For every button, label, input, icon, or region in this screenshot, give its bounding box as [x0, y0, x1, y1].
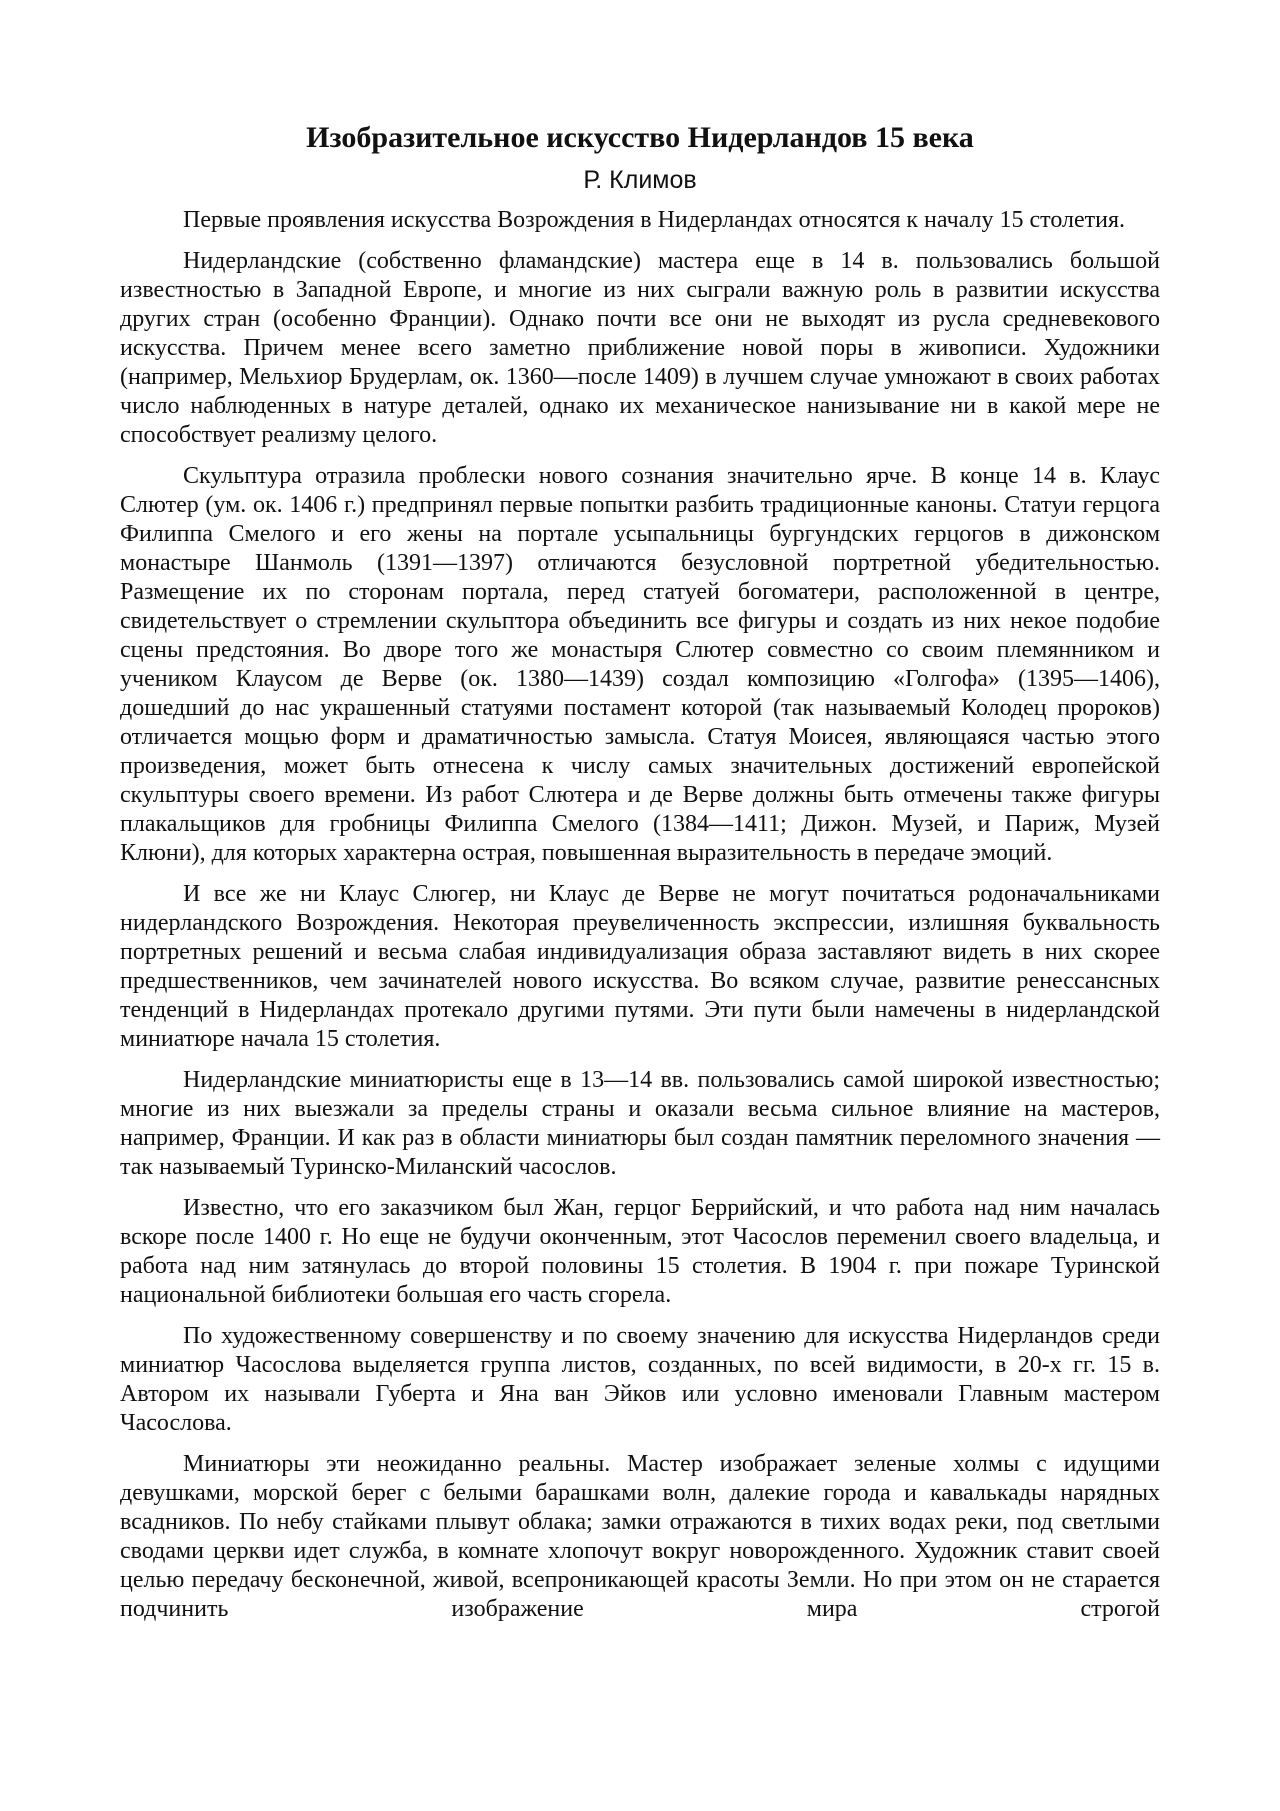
paragraph-8: Миниатюры эти неожиданно реальны. Мастер изображает зеленые холмы с идущими девушками, морской берег с белыми барашками волн, далекие города и кавалькады нарядных всадников. По небу стайками плывут облака; замки отражаются в тихих водах реки, под светлыми сводами церкви идет служба, в комнате хлопочут вокруг новорожденного. Художник ставит своей целью передачу бесконечной, живой, всепроникающей красоты Земли. Но при этом он не старается подчинить изображение мира строгой — [120, 1451, 1160, 1622]
paragraph-6: Известно, что его заказчиком был Жан, герцог Беррийский, и что работа над ним началась вскоре после 1400 г. Но еще не будучи оконченным, этот Часослов переменил своего владельца, и работа над ним затянулась до второй половины 15 столетия. В 1904 г. при пожаре Туринской национальной библиотеки большая его часть сгорела. — [120, 1195, 1160, 1308]
paragraph-1: Первые проявления искусства Возрождения в Нидерландах относятся к началу 15 столетия. — [183, 207, 1126, 233]
paragraph-7: По художественному совершенству и по своему значению для искусства Нидерландов среди миниатюр Часослова выделяется группа листов, созданных, по всей видимости, в 20-х гг. 15 в. Автором их называли Губерта и Яна ван Эйков или условно именовали Главным мастером Часослова. — [120, 1323, 1160, 1436]
paragraph-2: Нидерландские (собственно фламандские) мастера еще в 14 в. пользовались большой известностью в Западной Европе, и многие из них сыграли важную роль в развитии искусства других стран (особенно Франции). Однако почти все они не выходят из русла средневекового искусства. Причем менее всего заметно приближение новой поры в живописи. Художники (например, Мельхиор Брудерлам, ок. 1360—после 1409) в лучшем случае умножают в своих работах число наблюденных в натуре деталей, однако их механическое нанизывание ни в какой мере не способствует реализму целого. — [120, 248, 1160, 448]
paragraph-5: Нидерландские миниатюристы еще в 13—14 вв. пользовались самой широкой известностью; многие из них выезжали за пределы страны и оказали весьма сильное влияние на мастеров, например, Франции. И как раз в области миниатюры был создан памятник переломного значения — так называемый Туринско-Миланский часослов. — [120, 1067, 1160, 1180]
document-title: Изобразительное искусство Нидерландов 15 века — [306, 121, 974, 154]
document-author: Р. Климов — [583, 166, 697, 194]
paragraph-4: И все же ни Клаус Слюгер, ни Клаус де Верве не могут почитаться родоначальниками нидерландского Возрождения. Некоторая преувеличенность экспрессии, излишняя буквальность портретных решений и весьма слабая индивидуализация образа заставляют видеть в них скорее предшественников, чем зачинателей нового искусства. Во всяком случае, развитие ренессансных тенденций в Нидерландах протекало другими путями. Эти пути были намечены в нидерландской миниатюре начала 15 столетия. — [120, 881, 1160, 1052]
document-page — [120, 118, 1160, 1636]
paragraph-3: Скульптура отразила проблески нового сознания значительно ярче. В конце 14 в. Клаус Слютер (ум. ок. 1406 г.) предпринял первые попытки разбить традиционные каноны. Статуи герцога Филиппа Смелого и его жены на портале усыпальницы бургундских герцогов в дижонском монастыре Шанмоль (1391—1397) отличаются безусловной портретной убедительностью. Размещение их по сторонам портала, перед статуей богоматери, расположенной в центре, свидетельствует о стремлении скульптора объединить все фигуры и создать из них некое подобие сцены предстояния. Во дворе того же монастыря Слютер совместно со своим племянником и учеником Клаусом де Верве (ок. 1380—1439) создал композицию «Голгофа» (1395—1406), дошедший до нас украшенный статуями постамент которой (так называемый Колодец пророков) отличается мощью форм и драматичностью замысла. Статуя Моисея, являющаяся частью этого произведения, может быть отнесена к числу самых значительных достижений европейской скульптуры своего времени. Из работ Слютера и де Верве должны быть отмечены также фигуры плакальщиков для гробницы Филиппа Смелого (1384—1411; Дижон. Музей, и Париж, Музей Клюни), для которых характерна острая, повышенная выразительность в передаче эмоций. — [120, 463, 1160, 866]
